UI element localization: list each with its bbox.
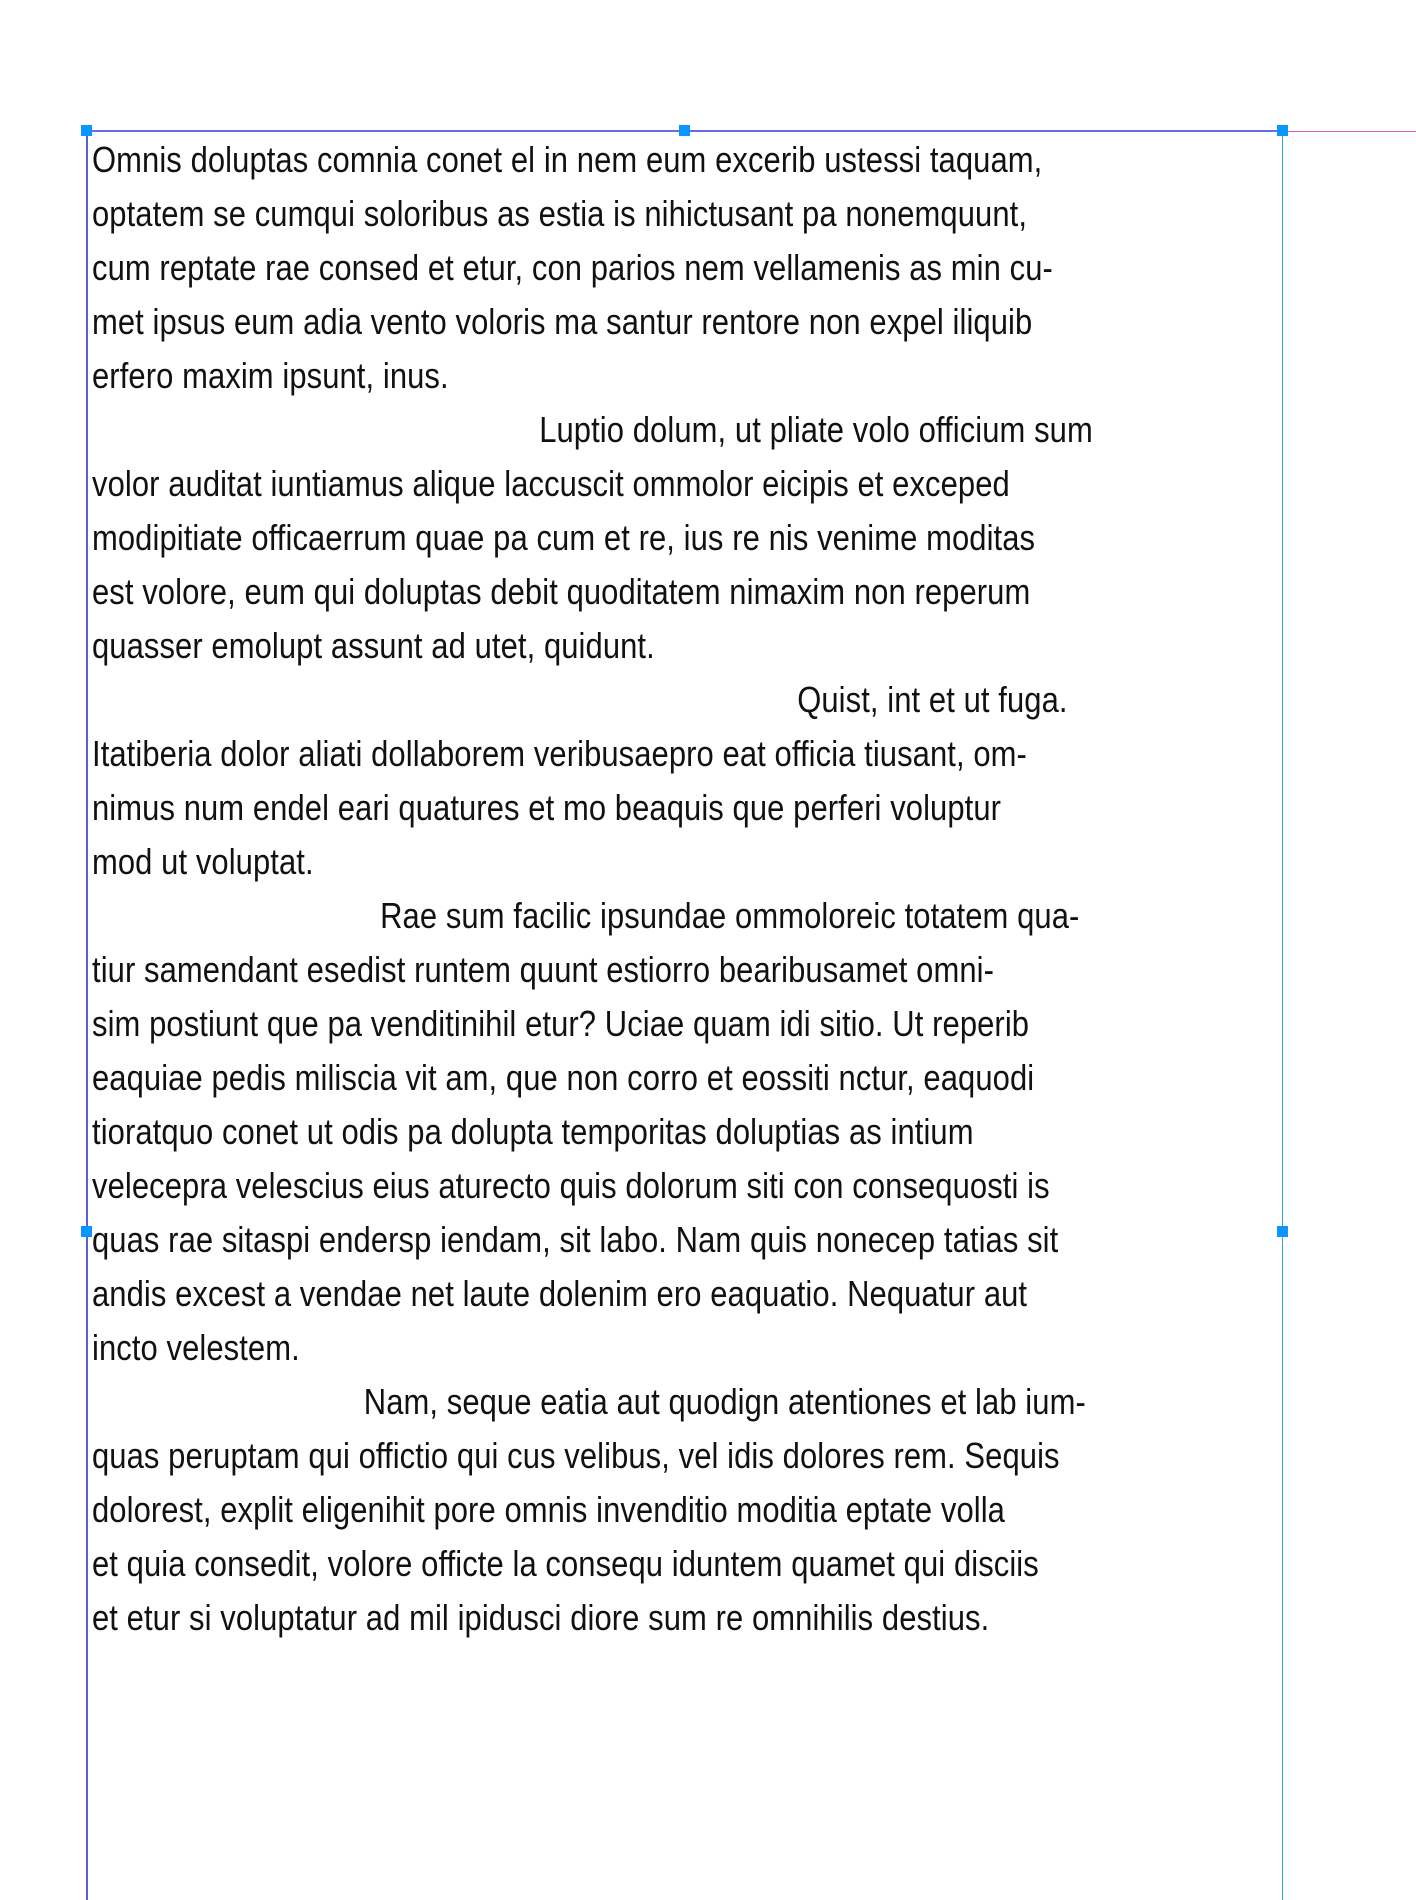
guide-line [1288, 131, 1416, 132]
text-line: quas rae sitaspi endersp iendam, sit labo. Nam quis nonecep tatias sit [92, 1219, 1059, 1260]
text-line-indented: Rae sum facilic ipsundae ommoloreic totatem qua- [380, 895, 1080, 936]
text-line-indented: Luptio dolum, ut pliate volo officium sum [539, 409, 1093, 450]
text-line: optatem se cumqui soloribus as estia is nihictusant pa nonemquunt, [92, 193, 1028, 234]
handle-top-left[interactable] [81, 125, 92, 136]
text-line: Itatiberia dolor aliati dollaborem veribusaepro eat officia tiusant, om- [92, 733, 1027, 774]
text-frame-right-edge [1282, 131, 1283, 1900]
paragraph [92, 727, 1280, 889]
paragraph [92, 889, 1280, 1375]
paragraph [92, 1375, 1280, 1645]
text-line: quas peruptam qui offictio qui cus velibus, vel idis dolores rem. Sequis [92, 1435, 1060, 1476]
text-line: cum reptate rae consed et etur, con parios nem vellamenis as min cu- [92, 247, 1053, 288]
text-line: et etur si voluptatur ad mil ipidusci diore sum re omnihilis destius. [92, 1597, 990, 1638]
text-line: incto velestem. [92, 1327, 300, 1368]
text-line: eaquiae pedis miliscia vit am, que non corro et eossiti nctur, eaquodi [92, 1057, 1035, 1098]
paragraph [92, 403, 1280, 673]
text-line: nimus num endel eari quatures et mo beaquis que perferi voluptur [92, 787, 1002, 828]
text-line: andis excest a vendae net laute dolenim ero eaquatio. Nequatur aut [92, 1273, 1028, 1314]
text-line: erfero maxim ipsunt, inus. [92, 355, 449, 396]
text-line: tiur samendant esedist runtem quunt estiorro bearibusamet omni- [92, 949, 994, 990]
paragraph [92, 673, 1280, 727]
handle-middle-left[interactable] [81, 1226, 92, 1237]
text-line-indented: Nam, seque eatia aut quodign atentiones et lab ium- [363, 1381, 1086, 1422]
text-line: mod ut voluptat. [92, 841, 314, 882]
text-line: Omnis doluptas comnia conet el in nem eum excerib ustessi taquam, [92, 139, 1043, 180]
text-line: velecepra velescius eius aturecto quis dolorum siti con consequosti is [92, 1165, 1050, 1206]
text-line: et quia consedit, volore officte la consequ iduntem quamet qui disciis [92, 1543, 1039, 1584]
text-line: sim postiunt que pa venditinihil etur? Uciae quam idi sitio. Ut reperib [92, 1003, 1030, 1044]
text-line: dolorest, explit eligenihit pore omnis invenditio moditia eptate volla [92, 1489, 1005, 1530]
text-line-indented: Quist, int et ut fuga. [797, 679, 1068, 720]
paragraph [92, 133, 1280, 403]
text-line: quasser emolupt assunt ad utet, quidunt. [92, 625, 655, 666]
text-line: volor auditat iuntiamus alique laccuscit ommolor eicipis et exceped [92, 463, 1010, 504]
text-frame-left-edge [86, 131, 88, 1900]
text-line: met ipsus eum adia vento voloris ma santur rentore non expel iliquib [92, 301, 1033, 342]
text-line: modipitiate officaerrum quae pa cum et re, ius re nis venime moditas [92, 517, 1036, 558]
text-line: est volore, eum qui doluptas debit quoditatem nimaxim non reperum [92, 571, 1031, 612]
text-line: tioratquo conet ut odis pa dolupta temporitas doluptias as intium [92, 1111, 974, 1152]
text-frame[interactable] [92, 133, 1280, 1645]
